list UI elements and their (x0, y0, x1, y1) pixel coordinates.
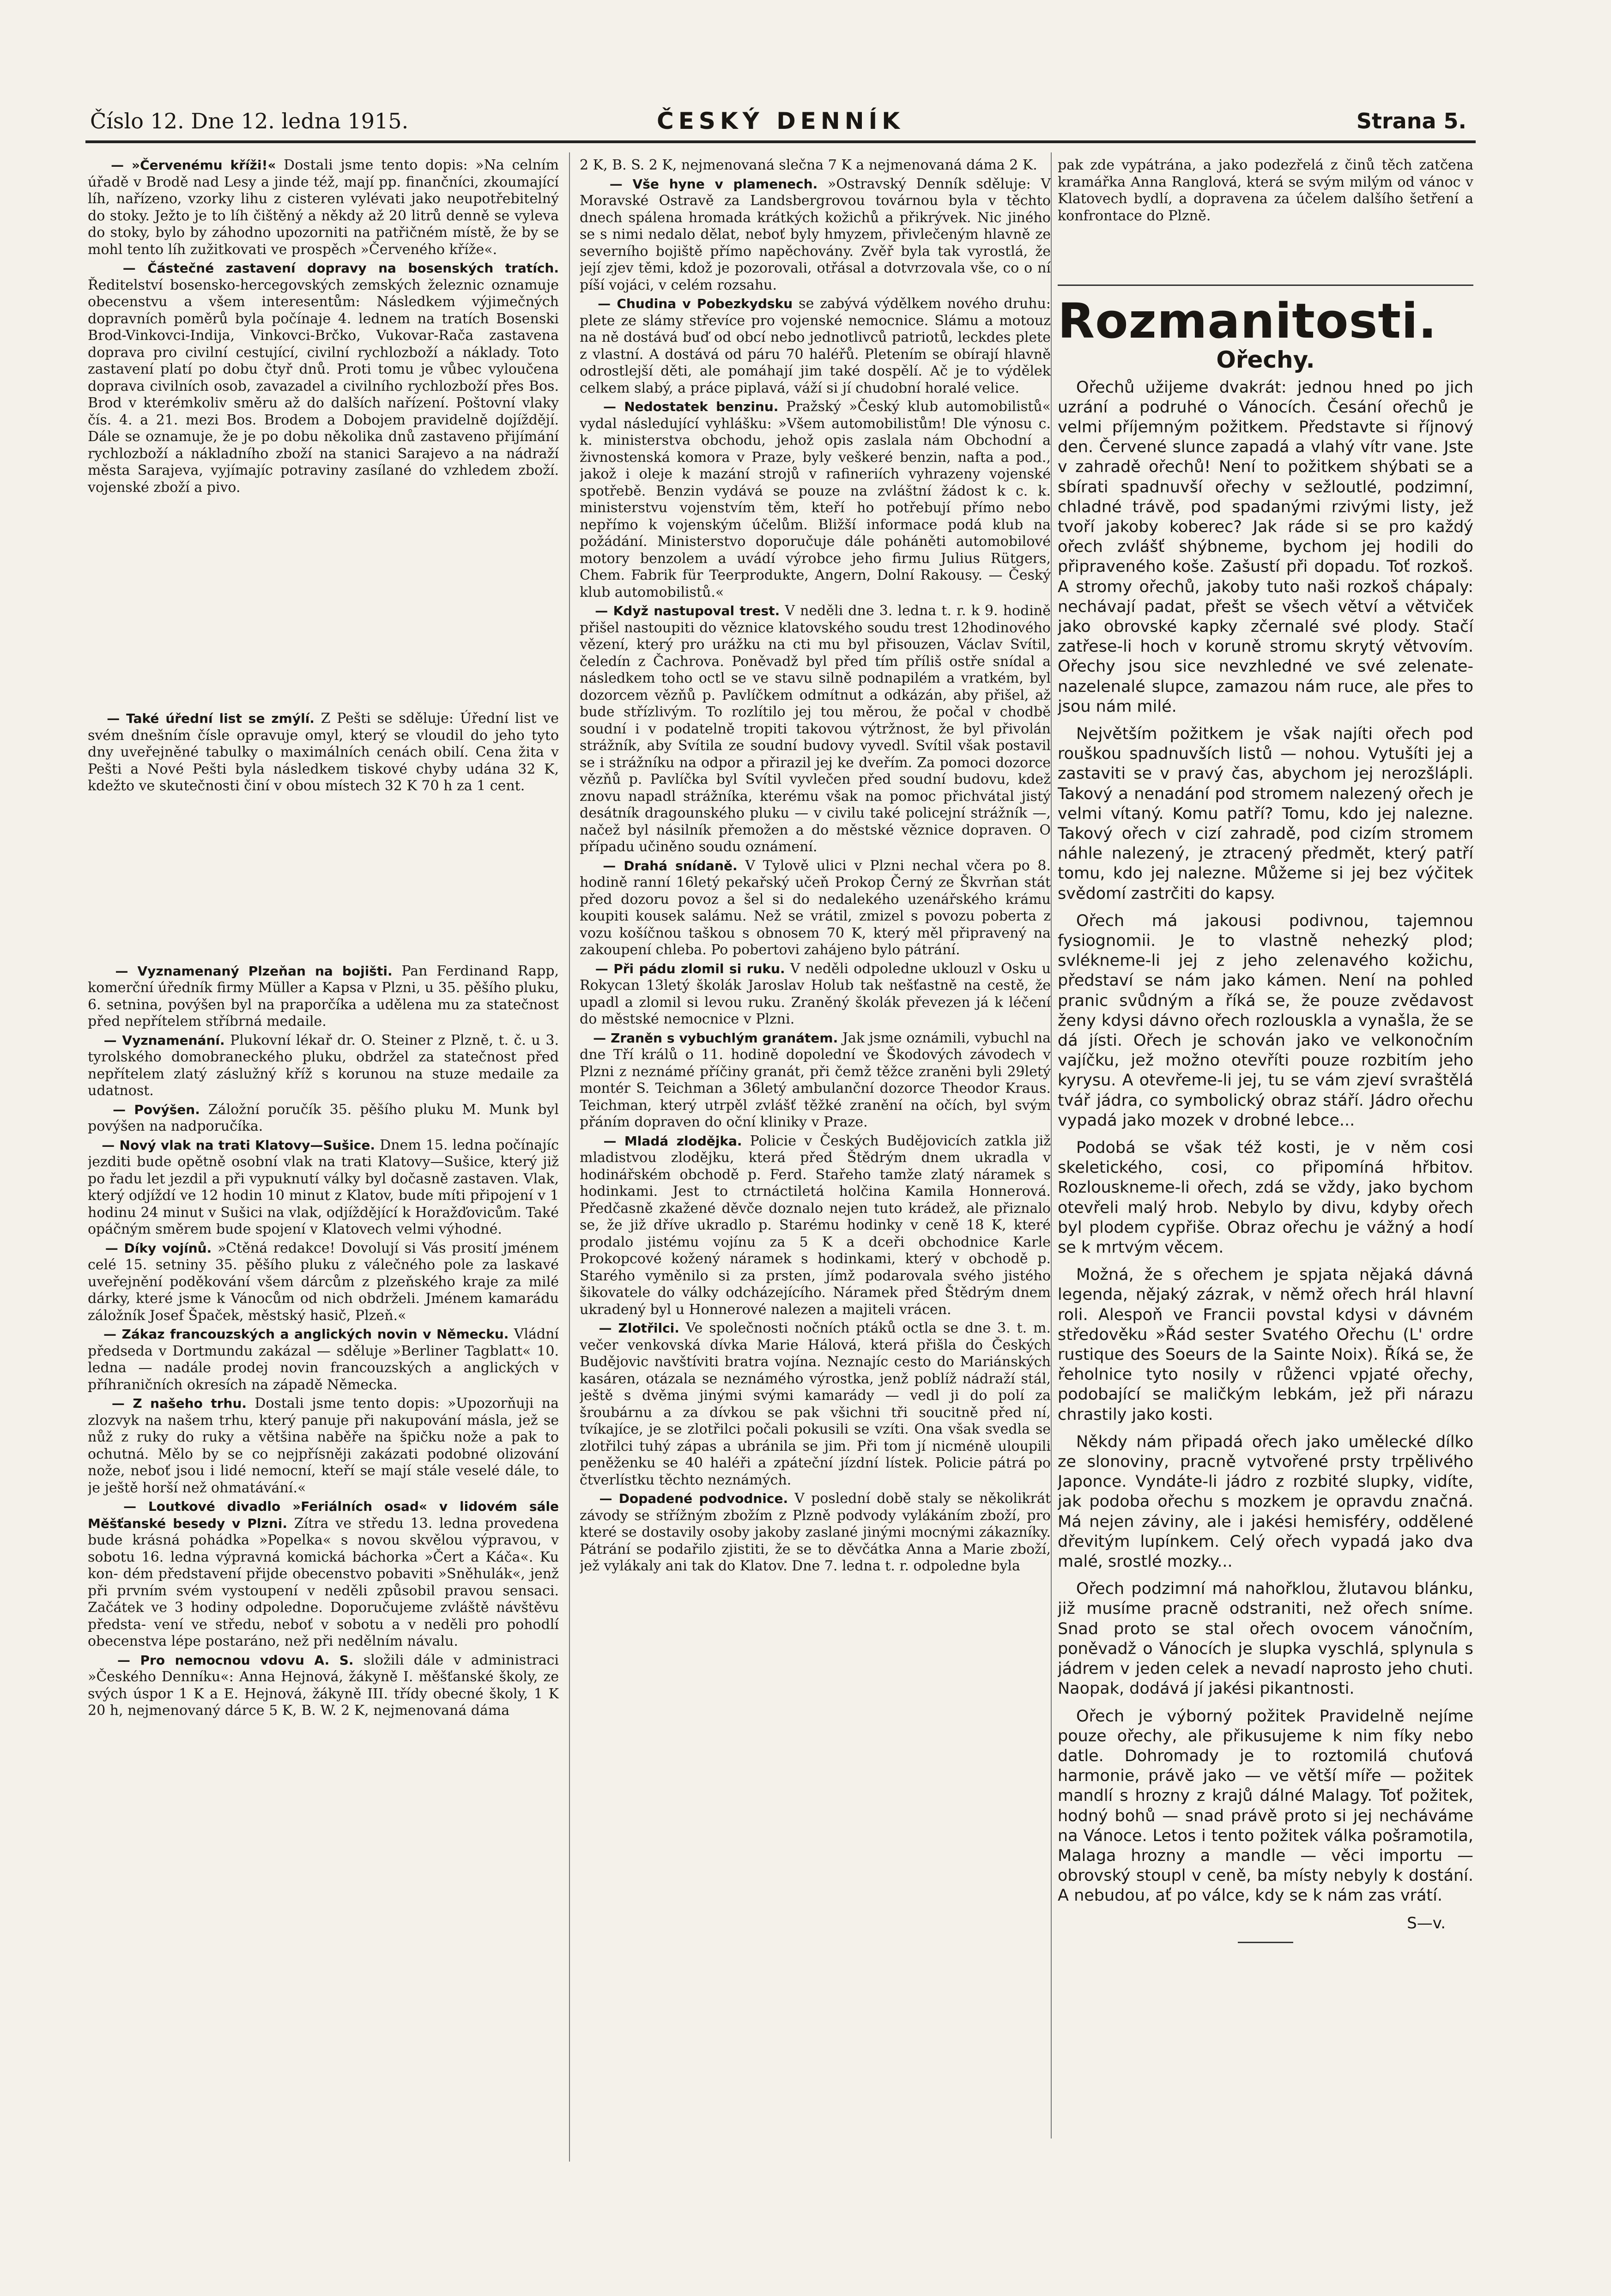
column-rule (569, 152, 570, 2162)
feuilleton-title: Ořechy. (1216, 346, 1315, 373)
article-body: Dostali jsme tento dopis: »Upozorňuji na zlozvyk na našem trhu, který panuje při nakupování másla, jež se nůž z ruky do ruky a většina naběře na špičku nože a pak to ochutná. Mělo by se co nejpřísněji zakázati podobné olizování nože, neboť jsou i lidé nemocní, kteří se mají stále veselé dále, to je ještě horší než ohmatávání.« (88, 1395, 559, 1496)
article-headline: — Pro nemocnou vdovu A. S. (117, 1652, 354, 1668)
end-rule (1238, 1942, 1293, 1943)
article-body: Záložní poručík 35. pěšího pluku M. Munk byl povýšen na nadporučíka. (88, 1101, 559, 1134)
article-body: Ve společnosti nočních ptáků octla se dne 3. t. m. večer venkovská dívka Marie Hálová, která přišla do Českých Budějovic navštíviti bratra vojína. Neznajíc cesto do Mariánských kasáren, otázala se neznámého výrostka, jenž poblíž nádraží stál, ještě s dvěma jinými svými kamarády — vedl ji do polí za šroubárnu a za dívkou se pak všichni tři soucitně před ní, tvíkajíce, je se zlotřilci počali pokusili se vzíti. Ona však svedla se zlotřilci tuhý zápas a ubránila se jim. Při tom jí nicméně uloupili peněženku se 40 haléři a zpáteční jízdní lístek. Policie pátrá po čtverlístku těchto neznámých. (580, 1320, 1051, 1488)
article-body: V poslední době staly se několikrát závody se střížným zbožím z Plzně podvody vylákáním zboží, pro které se dostavily osoby jakoby zaslané jinými mocnými zákazníky. Pátrání se podařilo zjistiti, že se to děvčátka Anna a Marie zboží, jež vylákaly ani tak do Klatov. Dne 7. ledna t. r. odpoledne byla (580, 1490, 1051, 1574)
page-number: Strana 5. (1356, 109, 1466, 133)
article-widow-fund-cont: 2 K, B. S. 2 K, nejmenovaná slečna 7 K a nejmenovaná dáma 2 K. (580, 157, 1037, 173)
article-soldiers-thanks (88, 1240, 559, 1325)
article-headline: — Drahá snídaně. (603, 858, 738, 873)
article-body: Zítra ve středu 13. ledna provedena bude krásná pohádka »Popelka« s novou skvělou výpravou, v sobotu 16. ledna výpravná komická báchorka »Čert a Káča«. Ku kon‑ dém představení přijde obecenstvo pobaviti »Sněhulák«, jenž při prvním svém vystoupení v neděli způsobil pravou sensaci. Začátek ve 3 hodiny odpoledne. Doporučujeme zvláště návštěvu předsta‑ vení ve středu, neboť v sobotu a v neděli pro pohodlí obecenstva lépe postaráno, než při nedělním návalu. (88, 1515, 559, 1649)
article-headline: — Loutkové divadlo »Feriálních osad« v lidovém sále Měšťanské besedy v Plzni. (88, 1499, 559, 1531)
article-headline: — »Červenému kříži!« (111, 158, 276, 173)
article-headline: — Při pádu zlomil si ruku. (595, 961, 785, 976)
paragraph: Podobá se však též kosti, je v něm cosi skeletického, cosi, co připomíná hřbitov. Rozlouskneme-li ořech, zdá se vždy, jako bychom otevřeli malý hrob. Nebylo by divu, kdyby ořech byl plodem cypřiše. Obraz ořechu je vážný a hodí se k mrtvým věcem. (1058, 1139, 1473, 1257)
paragraph: Ořech je výborný požitek Pravidelně nejíme pouze ořechy, ale přikusujeme k nim fíky nebo datle. Dohromady je to roztomilá chuťová harmonie, právě jako — ve větší míře — požitek mandlí s hrozny z krajů dálné Malagy. Toť požitek, hodný bohů — snad právě proto si jej necháváme na Vánoce. Letos i tento požitek válka pošramotila, Malaga hrozny a mandle — věci importu — obrovský stoupl v ceně, ba místy nebyly k dostání. A nebudou, ať po válce, kdy se k nám zas vrátí. (1058, 1707, 1473, 1905)
article-headline: — Povýšen. (113, 1102, 200, 1117)
article-headline: — Díky vojínů. (105, 1240, 212, 1256)
article-headline: — Dopadené podvodnice. (599, 1491, 788, 1506)
article-body: se zabývá výdělkem nového druhu: plete ze slámy střevíce pro vojenské nemocnice. Slámu a motouz na ně dostává buď od obcí nebo jednotlivců patriotů, leckdes plete z vlastní. A dostává od páru 70 haléřů. Pletením se obírají hlavně odrostlejší děti, ale pomáhají jim také dospělí. Ač je to výdělek celkem slabý, a práce piplavá, váží si jí chudobní horalé velice. (580, 296, 1051, 396)
article-body: V neděli odpoledne uklouzl v Osku u Rokycan 13letý školák Jaroslav Holub tak nešťastně na cestě, že upadl a zlomil si levou ruku. Zraněný školák převezen já k léčení do městské nemocnice v Plzni. (580, 960, 1051, 1027)
article-swindlers-cont: pak zde vypátrána, a jako podezřelá z činů těch zatčena kramářka Anna Ranglová, která se svým milým od vánoc v Klatovech bydlí, a dopravena za účelem dalšího šetření a konfrontace do Plzně. (1058, 157, 1473, 224)
article-puppet-theatre (88, 1498, 559, 1650)
issue-date: Číslo 12. Dne 12. ledna 1915. (90, 109, 409, 133)
article-body: Dostali jsme tento dopis: »Na celním úřadě v Brodě nad Lesy a jinde též, mají pp. finančníci, zkoumající líh, nařízeno, vzorky lihu z cisteren vylévati jako neupotřebitelný do stoky. Ježto je to líh čištěný a někdy až 20 litrů denně se vyleva do stoky, bylo by záhodno upozorniti na patřičném místě, že by se mohl tento líh zužitkovati ve prospěch »Červeného kříže«. (88, 157, 559, 258)
article-swindlers (580, 1490, 1051, 1575)
article-headline: — Nedostatek benzinu. (603, 399, 779, 414)
article-scoundrels (580, 1320, 1051, 1489)
article-headline: — Vše hyne v plamenech. (609, 176, 818, 192)
article-body: Ředitelství bosensko-hercegovských zemských železnic oznamuje obecenstvu a všem interesentům: Následkem výjimečných dopravních poměrů byla počínaje 4. lednem na tratích Bosenski Brod-Vinkovci-Indija, Vinkovci-Brčko, Vukovar-Rača zastavena doprava pro civilní cestující, civilní rychlozboží a náklady. Toto zastavení platí po dobu čtyř dnů. Proti tomu je vůbec vyloučena doprava civilních osob, zavazadel a civilního rychlozboží přes Bos. Brod v kterémkoliv směru až do dalších nařízení. Poštovní vlaky čís. 4. a 21. mezi Bos. Brodem a Dobojem pravidelně dojíždějí. Dále se oznamuje, že je po dobu několika dnů zastaveno přijímání rychlozboží a nákladního zboží na stanici Sarajevo a na nádraží města Sarajeva, vyjímajíc potraviny zasílané do vzhledem zboží. vojenské zboží a pivo. (88, 277, 559, 496)
paragraph: Ořech podzimní má nahořklou, žlutavou blánku, již musíme pracně odstraniti, než ořech sníme. Snad proto se stal ořech ovocem vánočním, poněvadž o Vánocích je slupka vyschlá, splynula s jádrem v jeden celek a nevadí naprosto jeho chuti. Naopak, dodává jí jakési pikantnosti. (1058, 1580, 1473, 1698)
article-headline: — Zlotřilci. (599, 1321, 679, 1336)
article-body: V neděli dne 3. ledna t. r. k 9. hodině přišel nastoupiti do věznice klatovského soudu trest 12hodinového vězení, který pro urážku na cti mu byl přisouzen, Václav Svítil, čeledín z Čachrova. Poněvadž byl před tím příliš ostře snídal a následkem toho octl se ve stavu silně podnapilém a vratkém, byl dozorcem vězňů p. Pavlíčkem odmítnut a odkázán, aby přišel, až bude střízlivým. To rozlítilo jej tou měrou, že počal v chodbě soudní i v podatelně tropiti takovou výtržnost, že byl přivolán strážník, aby Svítila ze soudní budovy vyvedl. Svítil však postavil se i strážníku na odpor a přirazil jej ke dveřím. Za pomoci dozorce vězňů p. Pavlíčka byl Svítil vyvlečen před soudní budovu, kdež znovu napadl strážníka, kterému však na pomoc přichvátal jistý desátník dragounského pluku — v civilu také policejní strážník —, načež byl násilník přemožen a do městské věznice dopraven. O případu učiněno soudu oznámení. (580, 603, 1051, 855)
article-headline: — Vyznamenání. (103, 1032, 225, 1048)
article-newspaper-ban (88, 1326, 559, 1393)
article-widow-fund (88, 1652, 559, 1720)
article-headline: — Z našeho trhu. (111, 1396, 247, 1411)
article-body: Pan Ferdinand Rapp, komerční úředník firmy Müller a Kapsa v Plzni, u 35. pěšího pluku, 6. setnina, povýšen byl na praporčíka a udělena mu za statečnost před nepřítelem stříbrná medaile. (88, 963, 559, 1030)
article-headline: — Také úřední list se zmýlí. (107, 711, 315, 726)
article-benzine-shortage (580, 399, 1051, 601)
article-body: Dnem 15. ledna počínajíc jezditi bude opětně osobní vlak na trati Klatovy—Sušice, který již po řadu let jezdil a při vypuknutí války byl dočasně zastaven. Vlak, který odjíždí ve 12 hodin 10 minut z Klatov, bude míti připojení v 1 hodinu 24 minut v Sušici na vlak, odjíždějící k Horažďovicům. Také opáčným směrem bude spojení v Klatovech velmi výhodné. (88, 1137, 559, 1237)
column-3 (1058, 157, 1473, 2143)
paragraph: Ořech má jakousi podivnou, tajemnou fysiognomii. Je to vlastně nehezký plod; svlékneme-li jej z jeho zelenavého kožichu, představí se nám jako kámen. Není na pohled pranic svůdným a říká se, že pouze zvědavost ženy kdysi dávno ořech rozlouskla a vynašla, že se dá jísti. Ořech je schován jako ve velkonočním vajíčku, jež možno otevříti pouze rozbitím jeho kyrysu. A otevřeme-li jej, tu se vám zjeví svraštělá tvář jádra, co symbolický obraz stáří. Jádro ořechu vypadá jako mozek v drobné lebce... (1058, 911, 1473, 1130)
newspaper-title: ČESKÝ DENNÍK (657, 108, 904, 134)
blank-space (88, 498, 559, 710)
article-body: Z Pešti se sděluje: Úřední list ve svém dnešním čísle opravuje omyl, který se vloudil do jeho tyto dny uveřejněné tabulky o maximálních cenách obilí. Cena žita v Pešti a Nové Pešti byla následkem tiskové chyby udána 32 K, kdežto ve skutečnosti činí v obou místech 32 K 70 h za 1 cent. (88, 710, 559, 794)
article-grenade (580, 1030, 1051, 1131)
article-promoted (88, 1102, 559, 1135)
article-body: Policie v Českých Budějovicích zatkla již mladistvou zlodějku, která před Štědrým dnem ukradla v hodinářském obchodě p. Ferd. Stařeho tamže zlatý náramek s hodinkami. Jest to ctrnáctiletá holčina Kamila Honnerová. Předčasně zkažené děvče doznalo nejen tuto krádež, ale přiznalo se, že již dříve ukradlo p. Starému hodinky v ceně 18 K, které prodalo jistému vojínu za 5 K a dceři obchodnice Karle Prokopcové kožený náramek s hodinkami, který v obchodě p. Starého vyměnilo si za prsten, jímž podarovala svého jistého šikovatele do války odcházejícího. Náramek před Štědrým dnem ukradený byl u Honnerové nalezen a majiteli vrácen. (580, 1133, 1051, 1318)
article-red-cross (88, 157, 559, 258)
article-headline: — Vyznamenaný Plzeňan na bojišti. (115, 963, 393, 979)
article-body: Jak jsme oznámili, vybuchl na dne Tří králů o 11. hodině dopolední ve Škodových závodech v Plzni z neznámé příčiny granát, při čemž těžce zraněni byli 29letý montér S. Teichman a 36letý ambulanční dozorce Theodor Kraus. Teichman, který utrpěl zvlášť těžké zranění na očích, byl svým přáním dopraven do oční kliniky v Praze. (580, 1030, 1051, 1130)
article-body: Pražský »Český klub automobilistů« vydal následující vyhlášku: »Všem automobilistům! Dle výnosu c. k. ministerstva obchodu, jehož opis zaslala nám Obchodní a živnostenská komora v Praze, byly veškeré benzin, nafta a pod., jakož i oleje k mazání strojů v rafineriích vyhrazeny vojenské spotřebě. Benzin vydává se pouze na zvláštní žádost k c. k. ministerstvu vojenstvím těm, kteří ho potřebují přímo nebo nepřímo k vojenským účelům. Bližší informace podá klub na požádání. Ministerstvo doporučuje dále poháněti automobilové motory benzolem a uvádí výrobce jeho firmu Julius Rütgers, Chem. Fabrik für Teerprodukte, Angern, Dolní Rakousy. — Český klub automobilistů.« (580, 399, 1051, 600)
article-body: »Ostravský Denník sděluje: V Moravské Ostravě za Landsbergrovou továrnou byla v těchto dnech spálena hromada krátkých kožichů a přikrývek. Nic jiného se s nimi nedalo dělat, neboť byly hmyzem, přivlečeným hlavně ze severního bojiště přímo napěchovány. Zvěř byla tak vyrostlá, že její zjev těmi, kdož je pozorovali, otřásal a dotvrzovala vše, co o ní píší vojáci, v celém rozsahu. (580, 176, 1051, 293)
article-broken-arm (580, 961, 1051, 1028)
blank-space (88, 797, 559, 963)
feuilleton-body (1058, 378, 1473, 1943)
article-beskydy-poor (580, 296, 1051, 397)
article-young-thief (580, 1133, 1051, 1319)
article-decoration (88, 1032, 559, 1100)
article-new-train (88, 1137, 559, 1238)
article-headline: — Částečné zastavení dopravy na bosenských tratích. (122, 260, 559, 276)
article-official-gazette (88, 710, 559, 795)
article-body: Vládní předseda v Dortmundu zakázal — sděluje »Berliner Tagblatt« 10. ledna — nadále prodej novin francouzských a anglických v příhraničních okresích na západě Německa. (88, 1326, 559, 1393)
paragraph: Největším požitkem je však najíti ořech pod rouškou spadnuvších listů — nohou. Vytušíti jej a zastaviti se v pravý čas, abychom jej nerozšlápli. Takový a nenadání pod stromem nalezený ořech je velmi vítaný. Komu patří? Tomu, kdo jej nalezne. Takový ořech v cizí zahradě, pod cizím stromem náhle nalezený, je ztracený předmět, který patří tomu, kdo jej nalezne. Můžeme si jej bez výčitek svědomí zastrčiti do kapsy. (1058, 724, 1473, 903)
paragraph: Možná, že s ořechem je spjata nějaká dávná legenda, nějaký zázrak, v němž ořech hrál hlavní roli. Alespoň ve Francii povstal kdysi v dávném středověku »Řád sester Svatého Ořechu (L' ordre rustique des Soeurs de la Sainte Noix). Říká se, že řeholnice tyto nosily v růženci vpjaté ořechy, podobající se maličkým lebkám, jež při nárazu chrastily jako kosti. (1058, 1266, 1473, 1424)
section-title: Rozmanitosti. (1058, 285, 1473, 348)
article-headline: — Nový vlak na trati Klatovy—Sušice. (102, 1137, 375, 1153)
author-signature: S—v. (1407, 1914, 1446, 1933)
article-bosnian-transport (88, 260, 559, 496)
article-body: V Tylově ulici v Plzni nechal včera po 8. hodině ranní 16letý pekařský učeň Prokop Černý ze Škvrňan stát před dozoru povoz a šel si do nedalekého uzenářského krámu koupiti kousek salámu. Než se vrátil, zmizel s povozu poberta z vozu košíčnou taškou s obnosem 70 K, který měl připravený na zakoupení chleba. Po pobertovi zahájeno bylo pátrání. (580, 857, 1051, 958)
article-headline: — Mladá zlodějka. (603, 1133, 742, 1149)
column-2 (580, 157, 1051, 2180)
article-market (88, 1395, 559, 1496)
article-fire (580, 176, 1051, 294)
column-1 (88, 157, 559, 2134)
article-body: složili dále v administraci »Českého Denníku«: Anna Hejnová, žákyně I. měšťanské školy, ze svých úspor 1 K a E. Hejnová, žákyně III. třídy obecné školy, 1 K 20 h, nejmenovaný dárce 5 K, B. W. 2 K, nejmenovaná dáma (88, 1652, 559, 1719)
article-body: Plukovní lékař dr. O. Steiner z Plzně, t. č. u 3. tyrolského domobraneckého pluku, obdržel za statečnost před nepřítelem zlatý záslužný kříž s korunou na stuze medaile za udatnost. (88, 1032, 559, 1099)
column-rule (1051, 152, 1052, 2138)
article-headline: — Když nastupoval trest. (595, 603, 780, 618)
masthead (85, 103, 1476, 143)
article-sentence (580, 603, 1051, 856)
article-decorated-plzen (88, 963, 559, 1030)
article-body: »Ctěná redakce! Dovolují si Vás prosití jménem celé 15. setniny 35. pěšího pluku z válečného pole za laskavé uveřejnění poděkování všem dárcům z plzeňského kraje za milé dárky, které jsme k Vánocům od nich obdrželi. Jménem kamarádu záložník Josef Špaček, městský hasič, Plzeň.« (88, 1240, 559, 1324)
article-expensive-breakfast (580, 858, 1051, 959)
paragraph: Někdy nám připadá ořech jako umělecké dílko ze slonoviny, pracně vytvořené prsty trpělivého Japonce. Vyndáte-li jádro z rozbité slupky, vidíte, jak podoba ořechu s mozkem je opravdu značná. Má nejen záviny, ale i jakési hemisféry, oddělené dřevitým lupínkem. Celý ořech vypadá jako dva malé, srostlé mozky... (1058, 1432, 1473, 1571)
article-headline: — Zákaz francouzských a anglických novin v Německu. (103, 1327, 509, 1342)
article-headline: — Zraněn s vybuchlým granátem. (593, 1030, 838, 1046)
paragraph: Ořechů užijeme dvakrát: jednou hned po jich uzrání a podruhé o Vánocích. Česání ořechů je velmi příjemným požitkem. Představte si říjnový den. Červené slunce zapadá a vlahý vítr vane. Jste v zahradě ořechů! Není to požitkem shýbati se a sbírati spadnuvší ořechy v sežloutlé, podzimní, chladné trávě, pod spadanými rzivými listy, jež tvoří jakoby koberec? Jak ráde si se pro každý ořech zvlášť shýbneme, bychom jej hodili do připraveného koše. Zašustí při dopadu. Toť rozkoš. A stromy ořechů, jakoby tuto naši rozkoš chápaly: nechávají padat, přešt se všech větví a větviček jako obrovské kapky zčernalé své plody. Stačí zatřese-li hoch v koruně stromu skrytý větvovím. Ořechy jsou sice nevzhledné ve své zelenate-nazelenalé slupce, zamazou nám ruce, ale přes to jsou nám milé. (1058, 378, 1473, 716)
article-headline: — Chudina v Pobezkydsku (598, 296, 793, 311)
